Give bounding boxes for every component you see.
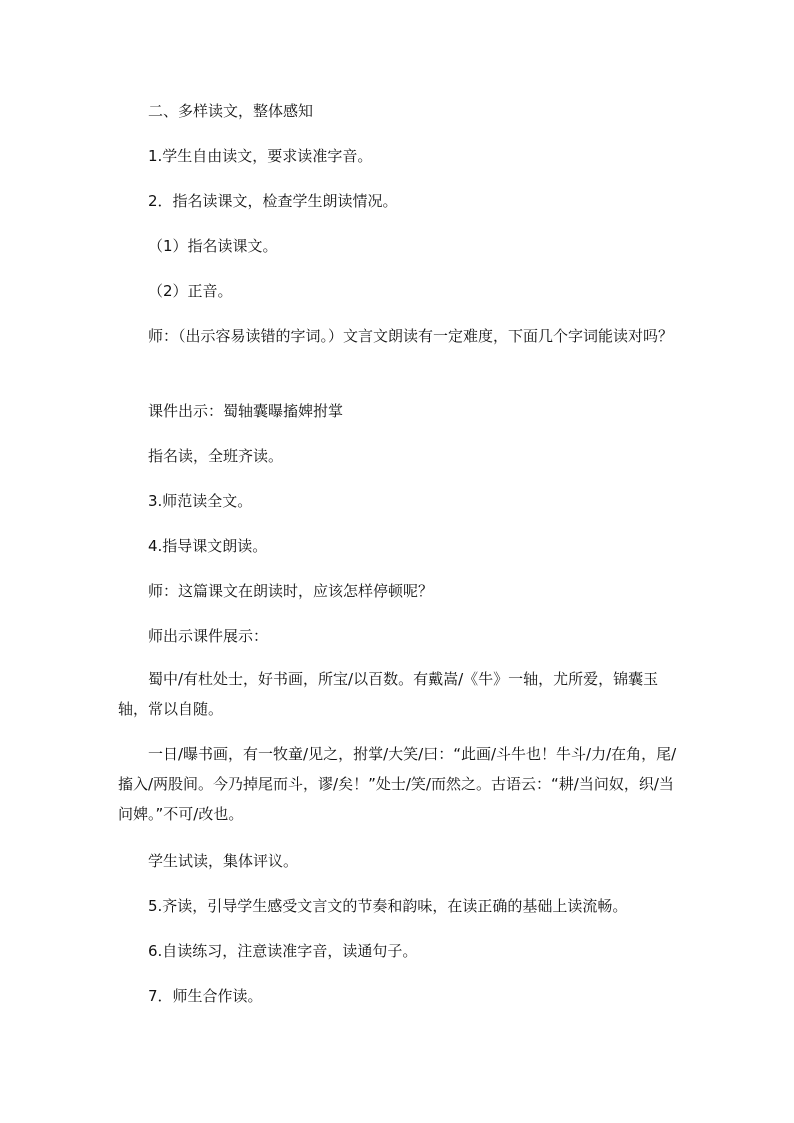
paragraph: 蜀中/有杜处士，好书画，所宝/以百数。有戴嵩/《牛》一轴，尤所爱，锦囊玉轴，常以自随。 — [118, 670, 659, 718]
paragraph: 师出示课件展示： — [148, 627, 269, 645]
paragraph: 师：这篇课文在朗读时，应该怎样停顿呢？ — [148, 582, 434, 600]
paragraph: （2）正音。 — [148, 282, 233, 300]
paragraph: 7．师生合作读。 — [148, 987, 263, 1005]
paragraph: 课件出示：蜀轴囊曝搐婢拊掌 — [148, 402, 344, 420]
paragraph: 一日/曝书画，有一牧童/见之，拊掌/大笑/曰：“此画/斗牛也！牛斗/力/在角，尾/搐入/两股间。今乃掉尾而斗，谬/矣！”处士/笑/而然之。古语云：“耕/当问奴，织/当问婢。”不可/改也。 — [118, 745, 677, 823]
section-heading: 二、多样读文，整体感知 — [148, 102, 314, 120]
paragraph: 指名读，全班齐读。 — [148, 447, 284, 465]
paragraph: 学生试读，集体评议。 — [148, 852, 299, 870]
paragraph: 5.齐读，引导学生感受文言文的节奏和韵味，在读正确的基础上读流畅。 — [148, 897, 628, 915]
paragraph: 师：（出示容易读错的字词。）文言文朗读有一定难度，下面几个字词能读对吗？ — [148, 327, 674, 345]
paragraph: 2．指名读课文，检查学生朗读情况。 — [148, 192, 398, 210]
paragraph: 1.学生自由读文，要求读准字音。 — [148, 147, 373, 165]
paragraph: 6.自读练习，注意读准字音，读通句子。 — [148, 942, 418, 960]
paragraph: （1）指名读课文。 — [148, 237, 278, 255]
paragraph: 4.指导课文朗读。 — [148, 537, 268, 555]
paragraph: 3.师范读全文。 — [148, 492, 253, 510]
